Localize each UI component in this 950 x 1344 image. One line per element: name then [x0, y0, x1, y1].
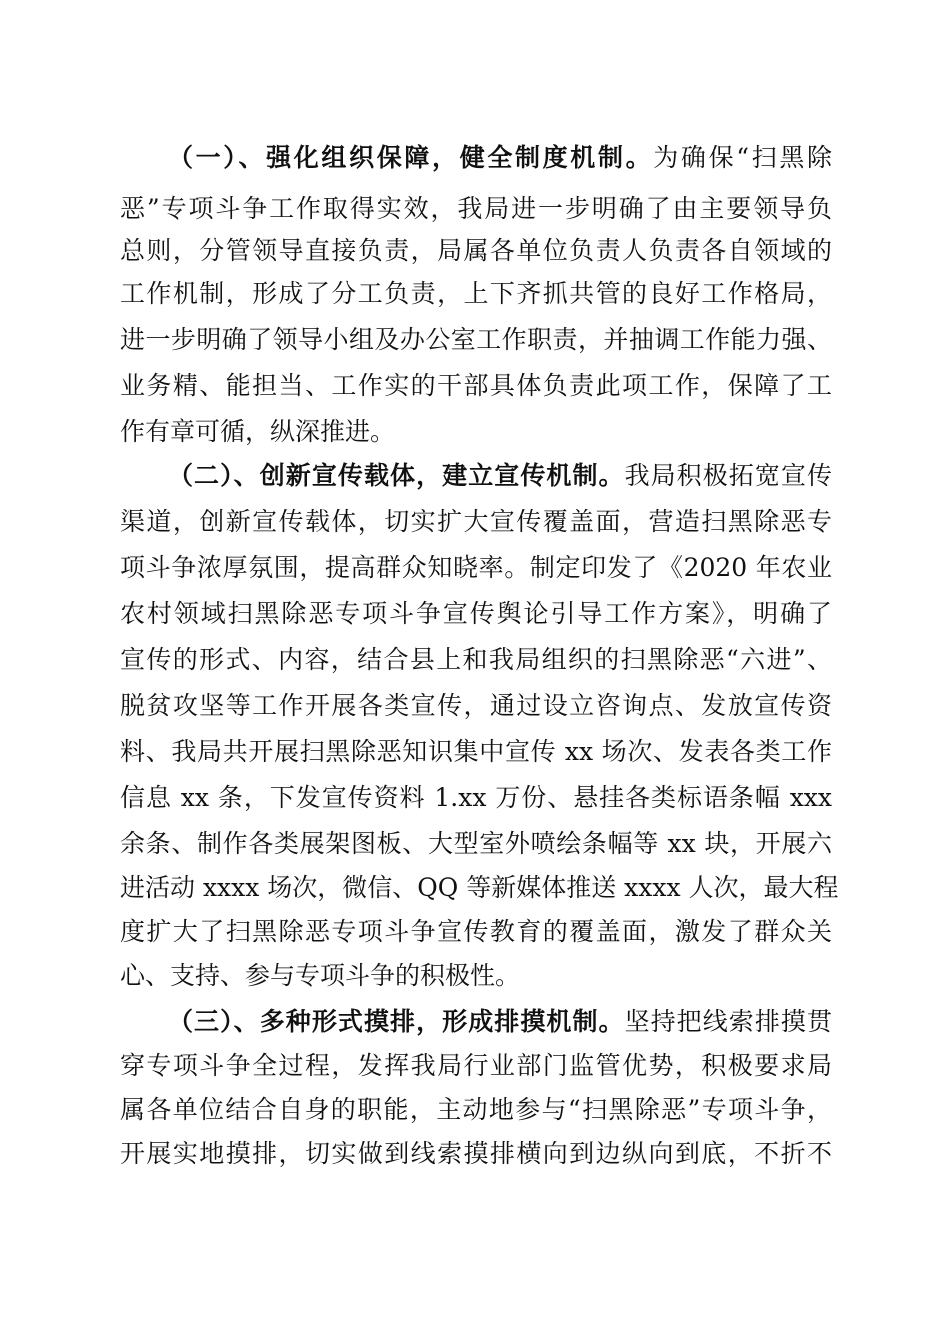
section1-line: 业务精、能担当、工作实的干部具体负责此项工作，保障了工 [120, 371, 832, 400]
section2-line: 心、支持、参与专项斗争的积极性。 [120, 961, 521, 990]
section2-line: 宣传的形式、内容，结合县上和我局组织的扫黑除恶“六进”、 [120, 645, 832, 674]
section2-first-line [168, 454, 832, 498]
section1-line: 进一步明确了领导小组及办公室工作职责，并抽调工作能力强、 [120, 325, 832, 354]
section2-line: 料、我局共开展扫黑除恶知识集中宣传 xx 场次、发表各类工作 [120, 737, 832, 766]
section2-line: 余条、制作各类展架图板、大型室外喷绘条幅等 xx 块，开展六 [120, 829, 832, 858]
section3-first-line [168, 1000, 832, 1044]
section2-line: 项斗争浓厚氛围，提高群众知晓率。制定印发了《2020 年农业 [120, 553, 832, 582]
section1-heading: （一）、强化组织保障，健全制度机制。 [168, 143, 654, 172]
section3-line: 开展实地摸排，切实做到线索摸排横向到边纵向到底，不折不 [120, 1139, 832, 1168]
section1-line: 总则，分管领导直接负责，局属各单位负责人负责各自领域的 [120, 236, 832, 265]
section1-first-line-text: 为确保“扫黑除 [653, 143, 832, 172]
section3-heading: （三）、多种形式摸排，形成排摸机制。 [168, 1007, 625, 1036]
section2-line: 进活动 xxxx 场次，微信、QQ 等新媒体推送 xxxx 人次，最大程 [120, 873, 839, 902]
section2-heading: （二）、创新宣传载体，建立宣传机制。 [168, 461, 625, 490]
section2-line: 脱贫攻坚等工作开展各类宣传，通过设立咨询点、发放宣传资 [120, 691, 832, 720]
section1-first-line [168, 136, 832, 180]
section3-first-line-text: 坚持把线索排摸贯 [624, 1007, 832, 1036]
section2-line: 渠道，创新宣传载体，切实扩大宣传覆盖面，营造扫黑除恶专 [120, 507, 832, 536]
section1-line: 工作机制，形成了分工负责，上下齐抓共管的良好工作格局， [120, 279, 832, 308]
section2-line: 信息 xx 条，下发宣传资料 1.xx 万份、悬挂各类标语条幅 xxx [120, 783, 832, 812]
section2-line: 度扩大了扫黑除恶专项斗争宣传教育的覆盖面，激发了群众关 [120, 917, 832, 946]
section3-line: 穿专项斗争全过程，发挥我局行业部门监管优势，积极要求局 [120, 1051, 832, 1080]
section1-line: 恶”专项斗争工作取得实效，我局进一步明确了由主要领导负 [120, 194, 832, 223]
section1-line: 作有章可循，纵深推进。 [120, 417, 396, 446]
section2-line: 农村领域扫黑除恶专项斗争宣传舆论引导工作方案》，明确了 [120, 599, 832, 628]
section3-line: 属各单位结合自身的职能，主动地参与“扫黑除恶”专项斗争， [120, 1095, 832, 1124]
section2-first-line-text: 我局积极拓宽宣传 [624, 461, 832, 490]
